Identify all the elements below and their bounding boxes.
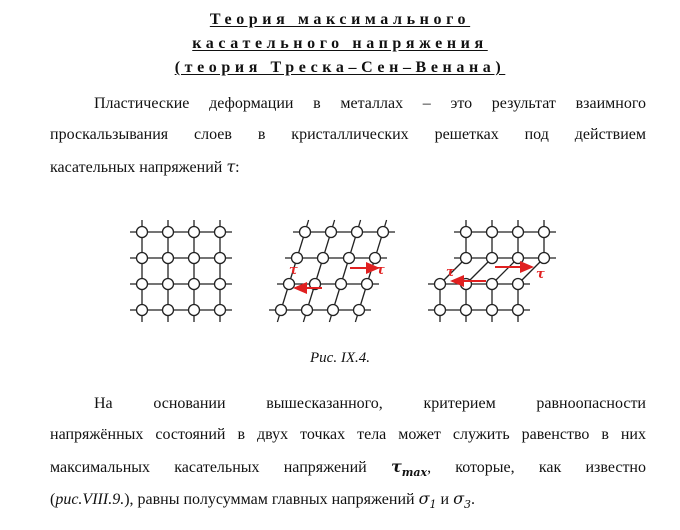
tau-symbol: τ <box>226 157 236 176</box>
lattice-atom <box>215 279 226 290</box>
lattice-atom <box>461 305 472 316</box>
lattice-atom <box>189 227 200 238</box>
lattice-atom <box>189 279 200 290</box>
paragraph1-line2: проскальзывания слоев в кристаллических решетках под действием <box>50 126 646 143</box>
lattice-atom <box>336 279 347 290</box>
lattice-atom <box>362 279 373 290</box>
paragraph2-line1: На основании вышесказанного, критерием равноопасности <box>94 395 646 412</box>
lattice-atom <box>326 227 337 238</box>
lattice-atom <box>215 227 226 238</box>
title-line-3: (теория Треска–Сен–Венана) <box>174 59 506 76</box>
lattice-atom <box>300 227 311 238</box>
lattice-atom <box>215 253 226 264</box>
lattice-atom <box>487 253 498 264</box>
tau-label-4: τ <box>446 265 455 280</box>
lattice-atom <box>378 227 389 238</box>
paragraph1-line1: Пластические деформации в металлах – это результат взаимного <box>94 95 646 112</box>
tau-label-2: τ <box>289 263 298 278</box>
lattice-atom <box>487 279 498 290</box>
lattice-figure <box>0 210 680 340</box>
and-word: и <box>440 491 450 508</box>
lattice-atom <box>461 253 472 264</box>
tau-max-subscript: max <box>401 466 428 480</box>
lattice-atom <box>344 253 355 264</box>
title-line-1: Теория максимального <box>209 11 471 28</box>
paren-open: ( <box>50 491 56 508</box>
lattice-atom <box>137 305 148 316</box>
paragraph2-line3 <box>50 457 646 479</box>
lattice-atom <box>318 253 329 264</box>
lattice-atom <box>513 253 524 264</box>
lattice-atom <box>435 305 446 316</box>
lattice-atom <box>513 279 524 290</box>
lattice-atom <box>487 305 498 316</box>
lattice-atom <box>284 279 295 290</box>
lattice-atom <box>461 227 472 238</box>
paragraph1-line3-text: касательных напряжений <box>50 159 223 176</box>
sigma1-symbol: $\sigma_1$ <box>418 489 437 512</box>
lattice-atom <box>292 253 303 264</box>
lattice-atom <box>352 227 363 238</box>
lattice-atom <box>487 227 498 238</box>
lattice-atom <box>163 227 174 238</box>
lattice-atom <box>189 253 200 264</box>
title-line-2: касательного напряжения <box>192 35 488 52</box>
sigma3-symbol: $\sigma_3$ <box>453 489 471 512</box>
lattice-atom <box>137 253 148 264</box>
lattice-atom <box>354 305 365 316</box>
paragraph1-line3 <box>50 157 646 177</box>
lattice-atom <box>137 279 148 290</box>
figure-reference: рис.VIII.9. <box>55 491 125 508</box>
lattice-atom <box>163 305 174 316</box>
lattice-atom <box>328 305 339 316</box>
lattice-atom <box>163 279 174 290</box>
lattice-atom <box>539 227 550 238</box>
paragraph2-line4-text: ), равны полусуммам главных напряжений <box>124 491 415 508</box>
lattice-atom <box>189 305 200 316</box>
lattice-undeformed <box>130 220 232 322</box>
period: . <box>470 491 475 508</box>
paragraph2-line2: напряжённых состояний в двух точках тела может служить равенство в них <box>50 426 646 443</box>
paragraph2-line3-text: максимальных касательных напряжений <box>50 459 367 476</box>
lattice-atom <box>370 253 381 264</box>
lattice-atom <box>137 227 148 238</box>
paragraph2-line4 <box>50 489 646 511</box>
lattice-atom <box>513 227 524 238</box>
lattice-atom <box>276 305 287 316</box>
lattice-atom <box>302 305 313 316</box>
lattice-atom <box>539 253 550 264</box>
lattice-atom <box>513 305 524 316</box>
figure-caption: Рис. IX.4. <box>310 350 370 366</box>
paragraph2-line3-end: , которые, как известно <box>427 459 646 476</box>
colon: : <box>235 159 240 176</box>
tau-label-1: τ <box>376 263 385 278</box>
tau-max-symbol: $\tau_{max}$ <box>390 457 428 480</box>
lattice-atom <box>163 253 174 264</box>
lattice-atom <box>435 279 446 290</box>
lattice-atom <box>215 305 226 316</box>
tau-label-3: τ <box>536 267 545 282</box>
